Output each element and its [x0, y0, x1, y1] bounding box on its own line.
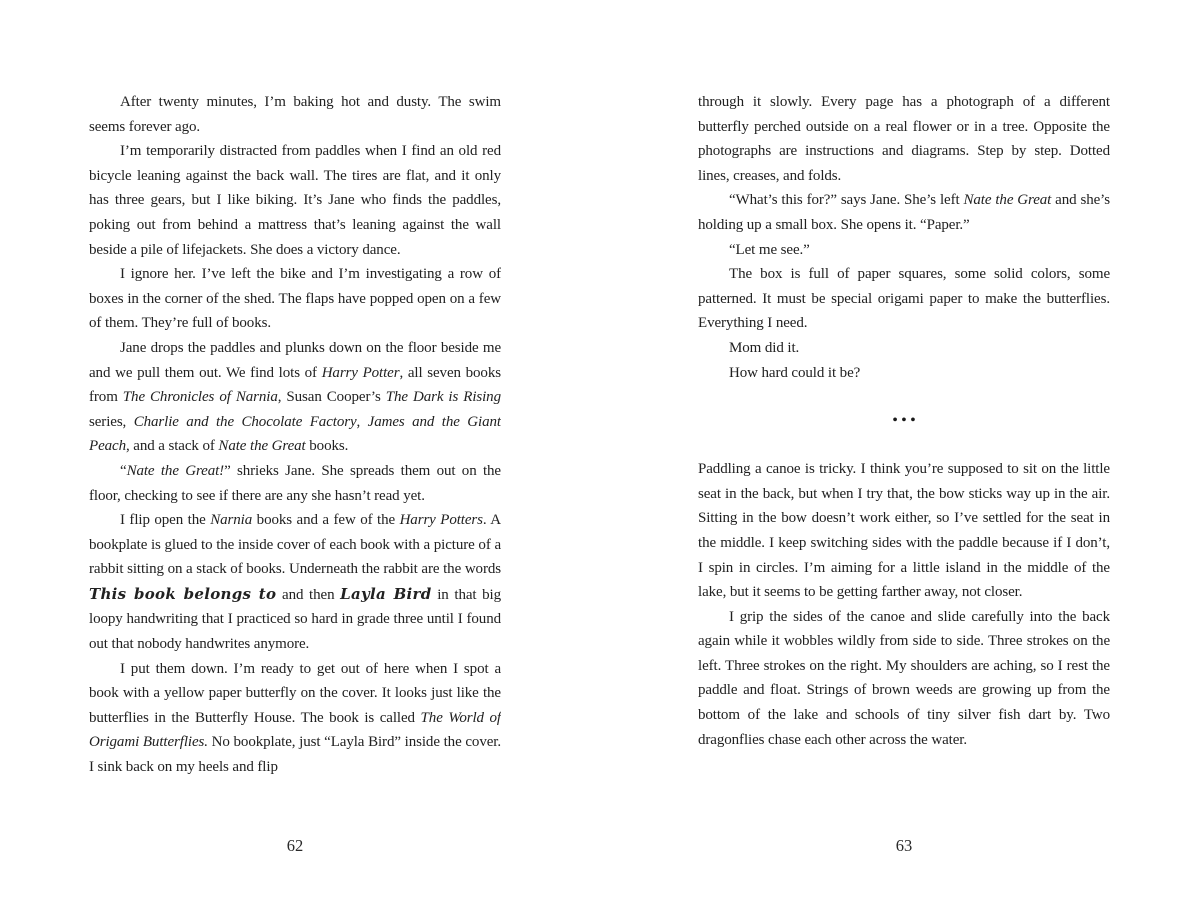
paragraph — [698, 90, 1110, 188]
text-run-italic: Nate the Great — [218, 438, 306, 455]
text-run-italic: Nate the Great! — [126, 462, 225, 479]
paragraph — [89, 657, 501, 780]
text-run: I grip the sides of the canoe and slide carefully into the back again while it wobbles wildly from side to side. Three strokes on the left. Three strokes on the right. My shoulders are aching, so I rest the paddle and float. Strings of brown weeds are growing up from the bottom of the lake and schools of tiny silver fish dart by. Two dragonflies chase each other across the water. — [698, 608, 1110, 748]
page-number-left: 62 — [286, 836, 304, 855]
text-run-italic: Charlie and the Chocolate Factory — [133, 413, 357, 430]
text-run-italic: Nate the Great — [963, 192, 1052, 209]
text-run: No bookplate, just “Layla Bird” inside the cover. I sink back on my heels and flip — [89, 734, 501, 776]
text-run: ” shrieks Jane. She spreads them out on the floor, checking to see if there are any she hasn’t read yet. — [89, 462, 501, 504]
paragraph — [698, 361, 1110, 386]
paragraph — [698, 262, 1110, 336]
paragraph — [698, 238, 1110, 263]
text-run-italic: Harry Potters — [399, 512, 483, 529]
page-left — [89, 90, 501, 880]
text-run: and she’s holding up a small box. She opens it. “Paper.” — [698, 192, 1110, 233]
paragraph — [89, 90, 501, 139]
text-run: in that big loopy handwriting that I practiced so hard in grade three until I found out that nobody handwrites anymore. — [89, 586, 501, 653]
page-right — [698, 90, 1110, 880]
text-run: and then — [276, 586, 341, 603]
paragraph — [698, 605, 1110, 753]
text-run: through it slowly. Every page has a photograph of a different butterfly perched outside on a real flower or in a tree. Opposite the photographs are instructions and diagrams. Step by step. Dotted lines, creases, and folds. — [698, 94, 1110, 184]
text-run: . A bookplate is glued to the inside cover of each book with a picture of a rabbit sitting on a stack of books. Underneath the rabbit are the words — [89, 512, 501, 578]
text-run: Jane drops the paddles and plunks down on the floor beside me and we pull them out. We find lots of — [89, 339, 501, 381]
text-run: “Let me see.” — [729, 241, 810, 258]
text-run: I ignore her. I’ve left the bike and I’m investigating a row of boxes in the corner of the shed. The flaps have popped open on a few of them. They’re full of books. — [89, 266, 501, 332]
paragraph — [89, 508, 501, 657]
text-run-italic: Narnia — [210, 512, 253, 529]
paragraph — [698, 336, 1110, 361]
paragraph — [89, 336, 501, 459]
text-run: books. — [305, 438, 349, 455]
text-run: How hard could it be? — [729, 364, 861, 381]
page-text — [698, 90, 1110, 830]
text-run: “What’s this for?” says Jane. She’s left — [729, 192, 964, 209]
scene-break-dots: ••• — [892, 413, 920, 429]
text-run-italic: The World of Origami Butterflies. — [89, 709, 501, 751]
text-run: , and a stack of — [125, 438, 219, 455]
text-run: , — [356, 413, 368, 430]
text-run: Mom did it. — [729, 339, 800, 356]
text-run: I put them down. I’m ready to get out of here when I spot a book with a yellow paper butterfly on the cover. It looks just like the butterflies in the Butterfly House. The book is called — [89, 660, 501, 726]
text-run: “ — [120, 462, 127, 479]
text-run-italic: The Chronicles of Narnia — [122, 389, 278, 406]
text-run: , all seven books from — [89, 364, 501, 406]
text-run: The box is full of paper squares, some solid colors, some patterned. It must be special origami paper to make the butterflies. Everything I need. — [698, 266, 1110, 332]
text-run: I flip open the — [120, 512, 211, 529]
text-run: After twenty minutes, I’m baking hot and dusty. The swim seems forever ago. — [89, 94, 501, 135]
paragraph — [89, 459, 501, 508]
text-run-italic: The Dark is Rising — [385, 389, 501, 406]
text-run: series, — [89, 413, 134, 430]
text-run-script: This book belongs to — [89, 584, 277, 603]
paragraph — [89, 262, 501, 336]
page-text — [89, 90, 501, 830]
paragraph — [698, 188, 1110, 237]
text-run-italic: James and the Giant Peach — [89, 413, 501, 455]
page-number-right: 63 — [895, 836, 913, 855]
text-run-italic: Harry Potter — [321, 364, 400, 381]
paragraph — [89, 139, 501, 262]
text-run: books and a few of the — [252, 512, 400, 529]
text-run-script: Layla Bird — [340, 584, 432, 603]
text-run: , Susan Cooper’s — [277, 389, 386, 406]
text-run: Paddling a canoe is tricky. I think you’re supposed to sit on the little seat in the back, but when I try that, the bow sticks way up in the air. Sitting in the bow doesn’t work either, so I’ve settled for the seat in the middle. I keep switching sides with the paddle because if I don’t, I spin in circles. I’m aiming for a little island in the middle of the lake, but it seems to be getting farther away, not closer. — [698, 461, 1110, 601]
paragraph — [698, 457, 1110, 605]
text-run: I’m temporarily distracted from paddles when I find an old red bicycle leaning against the back wall. The tires are flat, and it only has three gears, but I like biking. It’s Jane who finds the paddles, poking out from behind a mattress that’s leaning against the wall beside a pile of lifejackets. She does a victory dance. — [89, 143, 501, 258]
